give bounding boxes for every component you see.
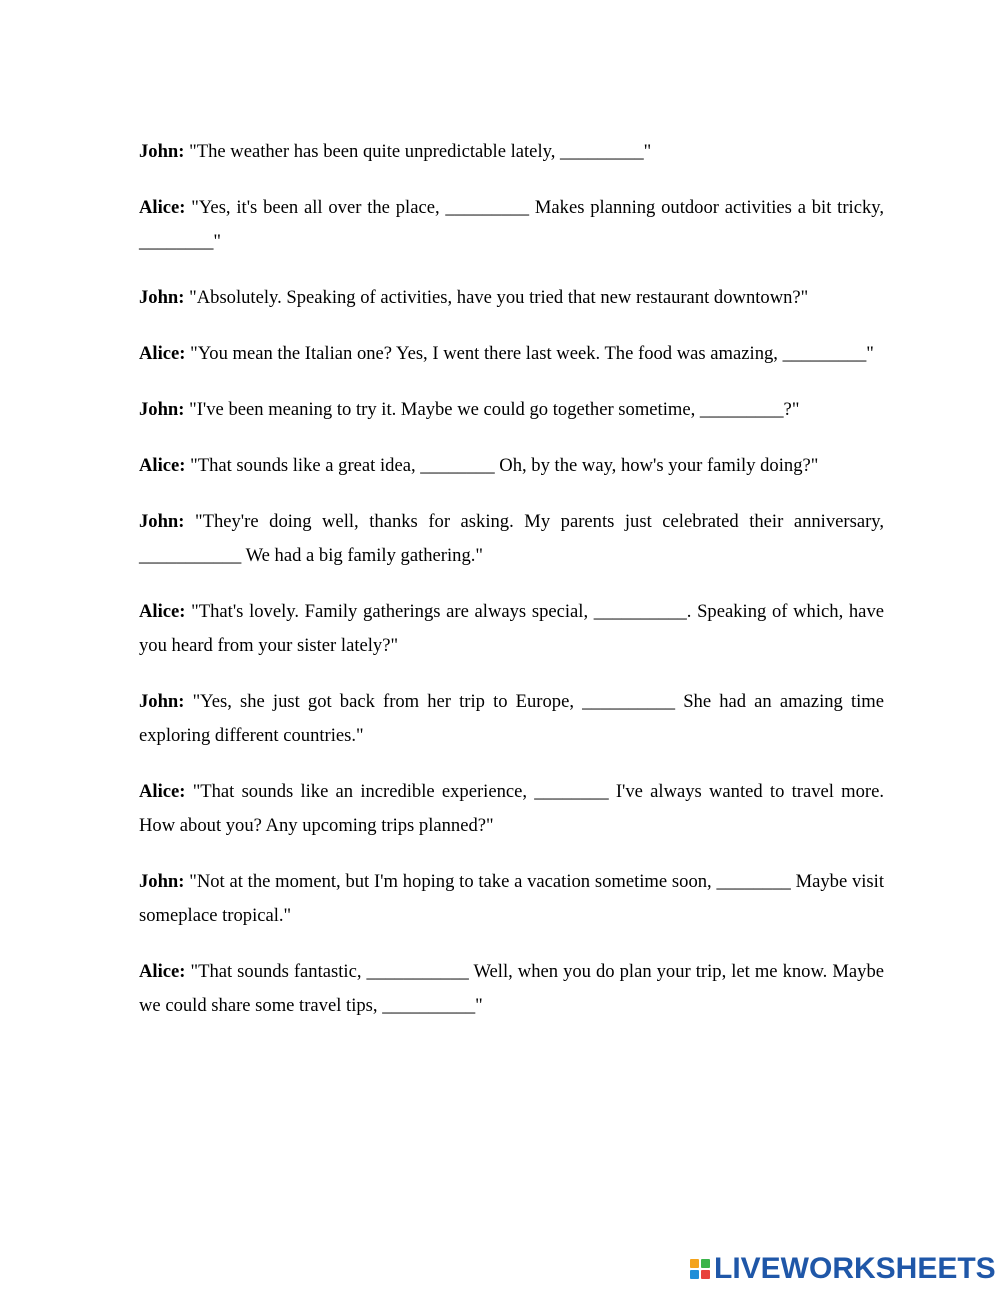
dialogue-text: "Not at the moment, but I'm hoping to take a vacation sometime soon, ________ Maybe visit someplace tropical.": [139, 871, 884, 926]
dialogue-text: "Yes, she just got back from her trip to Europe, __________ She had an amazing time exploring different countries.": [139, 691, 884, 746]
speaker-name: John:: [139, 511, 185, 532]
speaker-name: Alice:: [139, 961, 186, 982]
dialogue-line: [139, 505, 884, 573]
speaker-name: John:: [139, 691, 185, 712]
logo-block: [701, 1270, 710, 1279]
speaker-name: Alice:: [139, 781, 186, 802]
dialogue-container: [139, 135, 884, 1045]
speaker-name: Alice:: [139, 197, 186, 218]
speaker-name: Alice:: [139, 343, 186, 364]
logo-block: [690, 1259, 699, 1268]
dialogue-text: "That sounds like a great idea, ________ Oh, by the way, how's your family doing?": [190, 455, 819, 476]
liveworksheets-logo: [690, 1251, 996, 1287]
speaker-name: Alice:: [139, 455, 186, 476]
dialogue-line: [139, 865, 884, 933]
dialogue-text: "They're doing well, thanks for asking. My parents just celebrated their anniversary, ___________ We had a big family gathering.": [139, 511, 884, 566]
dialogue-text: "I've been meaning to try it. Maybe we could go together sometime, _________?": [189, 399, 800, 420]
dialogue-text: "That's lovely. Family gatherings are always special, __________. Speaking of which, have you heard from your sister lately?": [139, 601, 884, 656]
speaker-name: John:: [139, 287, 185, 308]
dialogue-line: [139, 337, 884, 371]
dialogue-line: [139, 393, 884, 427]
logo-blocks-icon: [690, 1259, 710, 1279]
logo-block: [690, 1270, 699, 1279]
dialogue-text: "Absolutely. Speaking of activities, have you tried that new restaurant downtown?": [189, 287, 809, 308]
dialogue-line: [139, 135, 884, 169]
speaker-name: John:: [139, 399, 185, 420]
dialogue-line: [139, 191, 884, 259]
dialogue-line: [139, 449, 884, 483]
speaker-name: John:: [139, 871, 185, 892]
speaker-name: Alice:: [139, 601, 186, 622]
dialogue-text: "You mean the Italian one? Yes, I went there last week. The food was amazing, _________": [190, 343, 874, 364]
dialogue-line: [139, 775, 884, 843]
dialogue-text: "Yes, it's been all over the place, _________ Makes planning outdoor activities a bit tricky, ________": [139, 197, 884, 252]
dialogue-text: "That sounds like an incredible experience, ________ I've always wanted to travel more. How about you? Any upcoming trips planned?": [139, 781, 884, 836]
speaker-name: John:: [139, 141, 185, 162]
dialogue-line: [139, 595, 884, 663]
dialogue-text: "That sounds fantastic, ___________ Well, when you do plan your trip, let me know. Maybe we could share some travel tips, __________": [139, 961, 884, 1016]
dialogue-line: [139, 685, 884, 753]
dialogue-line: [139, 281, 884, 315]
logo-text: LIVEWORKSHEETS: [714, 1252, 996, 1285]
dialogue-line: [139, 955, 884, 1023]
dialogue-text: "The weather has been quite unpredictable lately, _________": [189, 141, 652, 162]
logo-block: [701, 1259, 710, 1268]
